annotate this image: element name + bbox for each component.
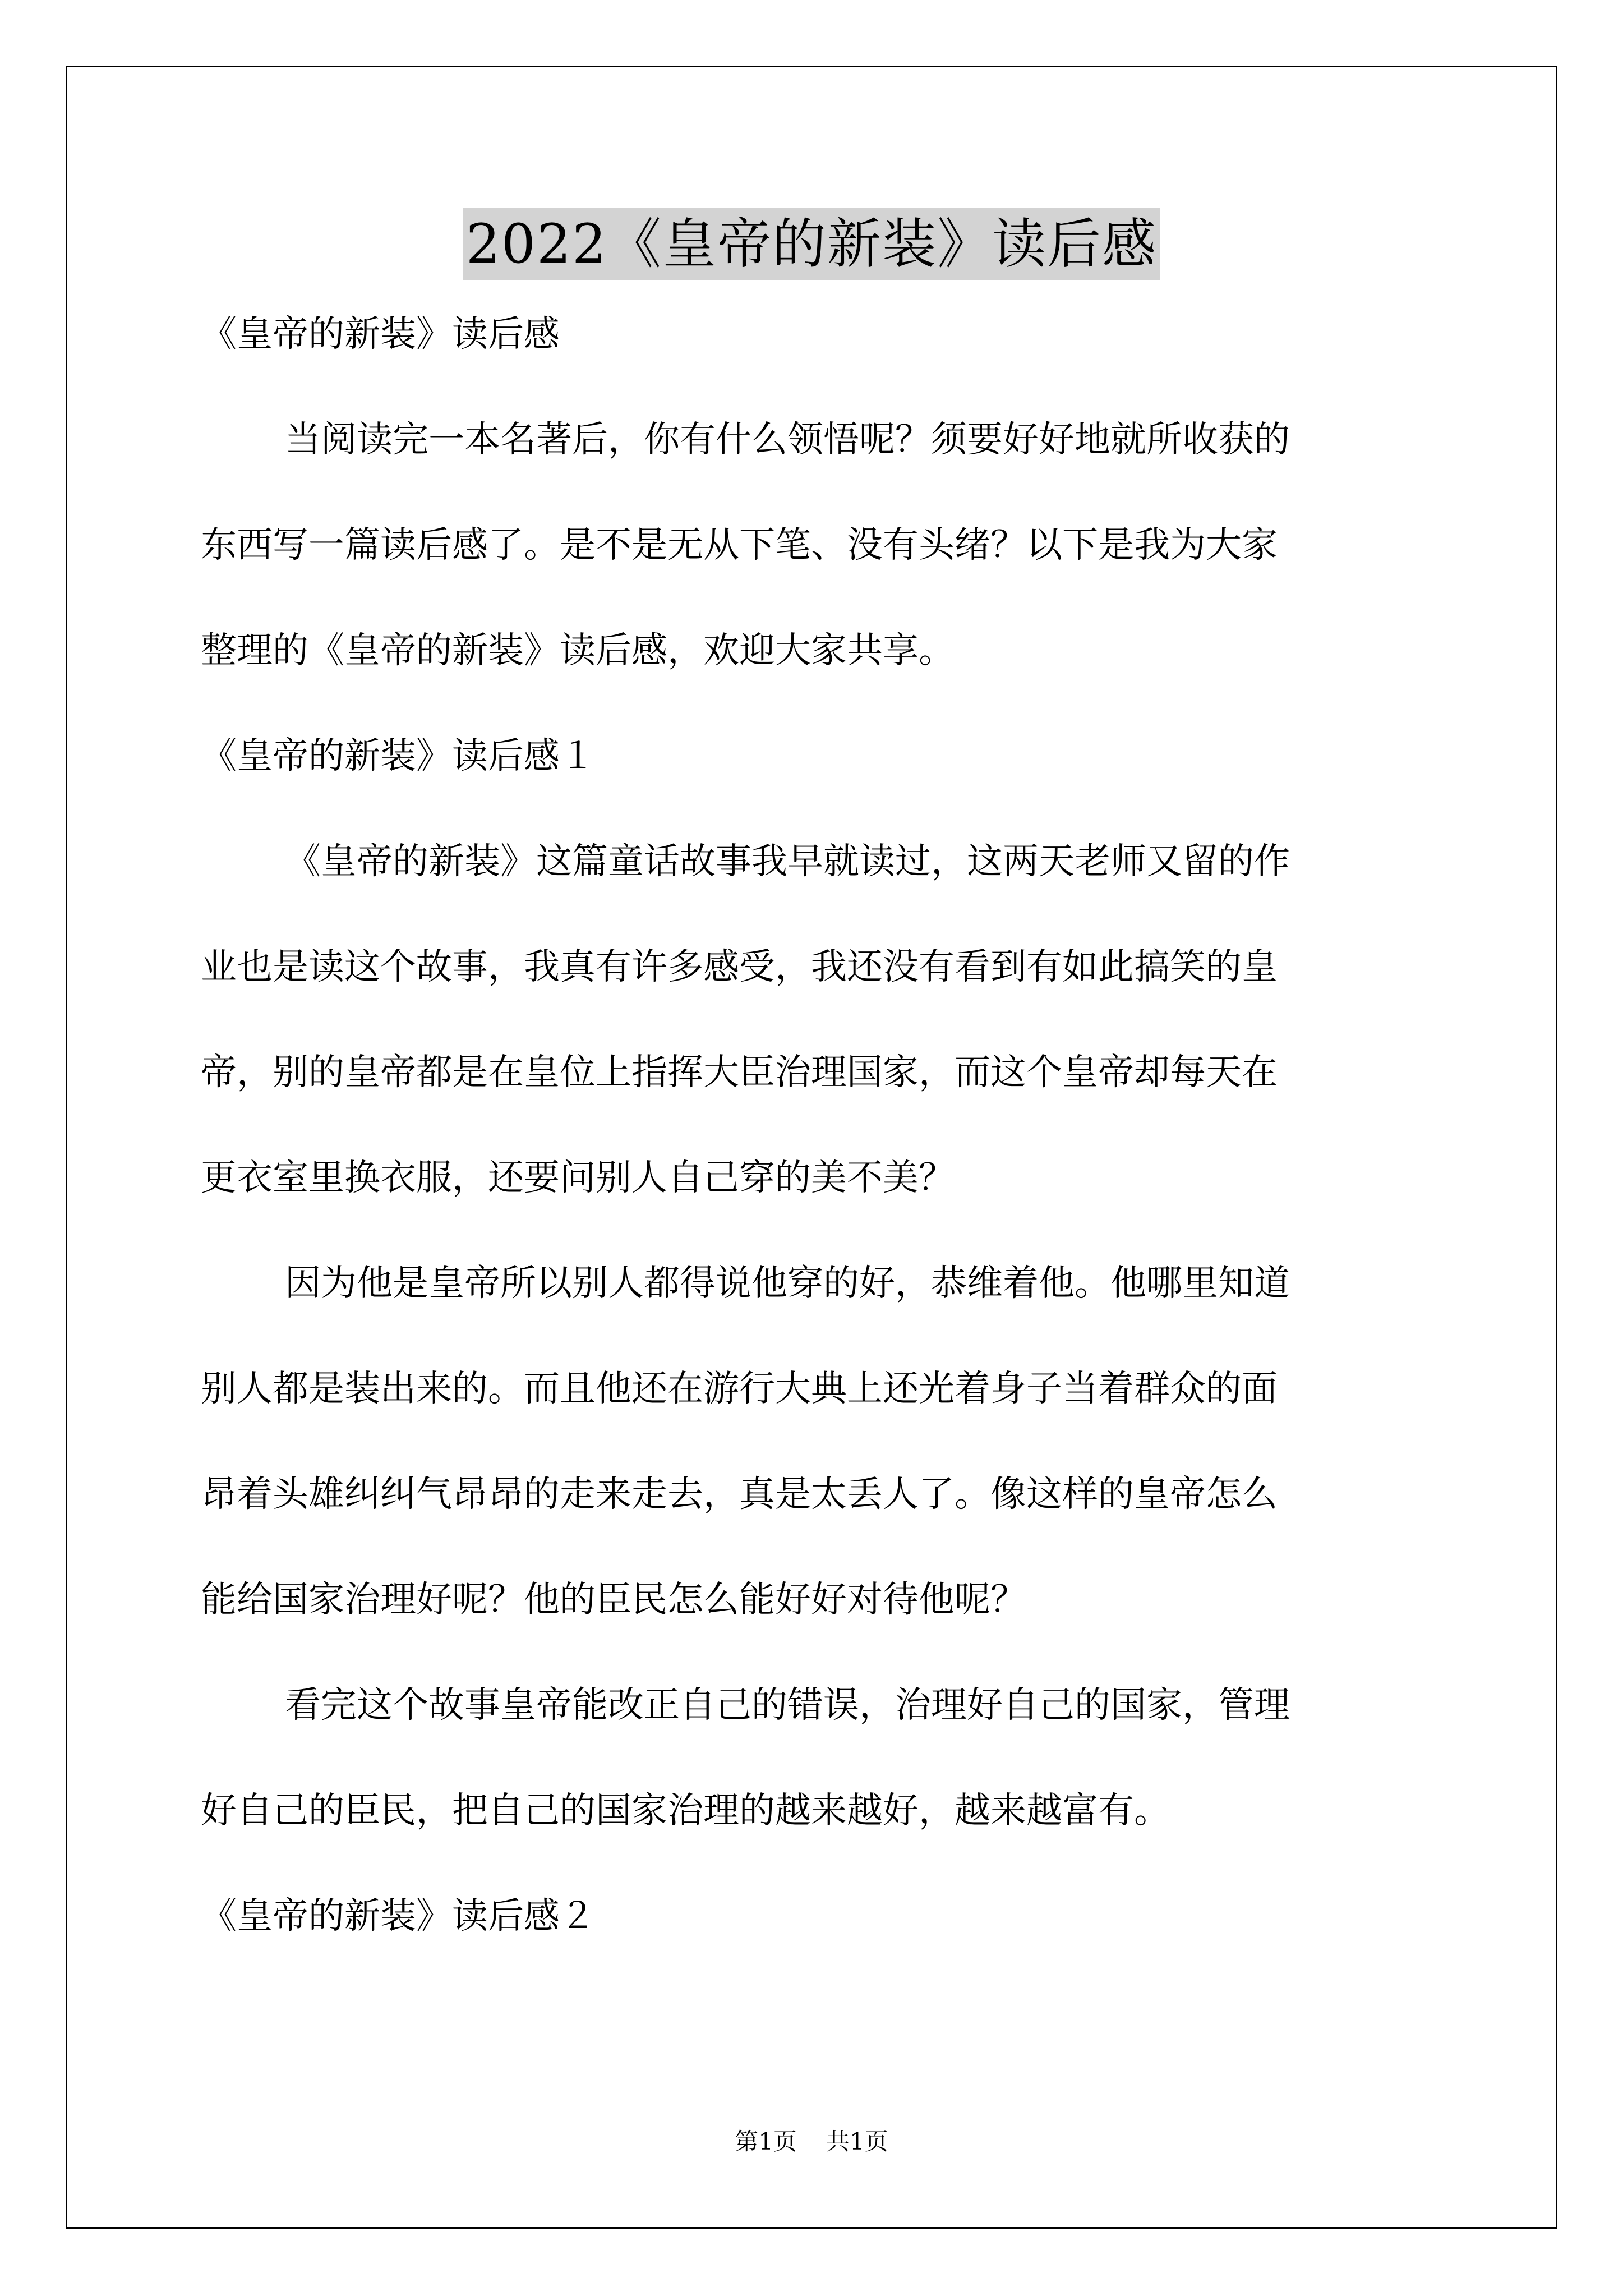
page-footer bbox=[0, 2125, 1623, 2159]
paragraph-line: 更衣室里换衣服，还要问别人自己穿的美不美？ bbox=[201, 1157, 955, 1199]
paragraph bbox=[201, 413, 1423, 678]
paragraph-line: 当阅读完一本名著后，你有什么领悟呢？须要好好地就所收获的 bbox=[285, 419, 1290, 461]
paragraph-line: 《皇帝的新装》这篇童话故事我早就读过，这两天老师又留的作 bbox=[285, 841, 1290, 882]
paragraph-line: 业也是读这个故事，我真有许多感受，我还没有看到有如此搞笑的皇 bbox=[201, 946, 1278, 988]
page-number: 第1页 bbox=[735, 2128, 797, 2155]
document-body bbox=[201, 307, 1423, 1995]
paragraph-line: 能给国家治理好呢？他的臣民怎么能好好对待他呢？ bbox=[201, 1579, 1026, 1621]
section-heading: 《皇帝的新装》读后感 bbox=[201, 314, 560, 355]
paragraph-line: 别人都是装出来的。而且他还在游行大典上还光着身子当着群众的面 bbox=[201, 1368, 1278, 1410]
page-total: 共1页 bbox=[826, 2128, 888, 2155]
paragraph-line: 看完这个故事皇帝能改正自己的错误，治理好自己的国家，管理 bbox=[285, 1685, 1290, 1726]
paragraph bbox=[201, 1678, 1423, 1838]
paragraph-line: 因为他是皇帝所以别人都得说他穿的好，恭维着他。他哪里知道 bbox=[285, 1263, 1290, 1304]
document-title: 2022《皇帝的新装》读后感 bbox=[463, 208, 1160, 280]
paragraph-line: 好自己的臣民，把自己的国家治理的越来越好，越来越富有。 bbox=[201, 1790, 1170, 1832]
paragraph bbox=[201, 1257, 1423, 1627]
paragraph-line: 东西写一篇读后感了。是不是无从下笔、没有头绪？以下是我为大家 bbox=[201, 524, 1278, 566]
section-heading: 《皇帝的新装》读后感２ bbox=[201, 1895, 596, 1937]
paragraph-line: 整理的《皇帝的新装》读后感，欢迎大家共享。 bbox=[201, 630, 955, 671]
title-container bbox=[0, 208, 1623, 280]
paragraph bbox=[201, 835, 1423, 1205]
paragraph-line: 帝，别的皇帝都是在皇位上指挥大臣治理国家，而这个皇帝却每天在 bbox=[201, 1052, 1278, 1093]
paragraph-line: 昂着头雄纠纠气昂昂的走来走去，真是太丢人了。像这样的皇帝怎么 bbox=[201, 1474, 1278, 1515]
section-heading: 《皇帝的新装》读后感１ bbox=[201, 735, 596, 777]
